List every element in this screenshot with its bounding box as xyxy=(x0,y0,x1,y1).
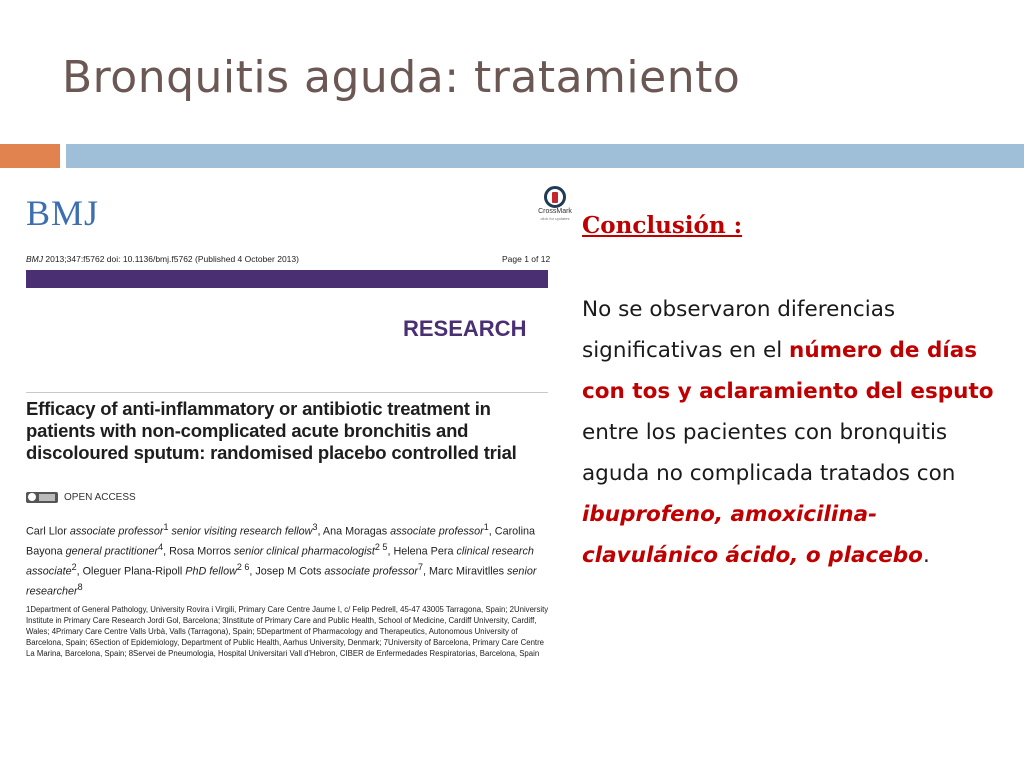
author-sup: 1 xyxy=(163,522,169,532)
author-name: Ana Moragas xyxy=(322,525,391,538)
author-name: Marc Miravitlles xyxy=(429,565,508,578)
paper-snapshot xyxy=(26,186,572,686)
author-role: associate professor xyxy=(324,565,419,578)
author-role: senior visiting research fellow xyxy=(171,525,313,538)
author-sep: , xyxy=(488,525,495,538)
slide-title: Bronquitis aguda: tratamiento xyxy=(62,52,741,103)
author-role: clinical research associate xyxy=(26,545,534,578)
divider xyxy=(26,392,548,393)
author-sep: , xyxy=(163,545,170,558)
author-name: Rosa Morros xyxy=(169,545,234,558)
bmj-logo: BMJ xyxy=(26,193,100,233)
citation-details: 2013;347:f5762 doi: 10.1136/bmj.f5762 (Published 4 October 2013) xyxy=(43,254,299,264)
author-role: senior researcher xyxy=(26,565,537,598)
author-sep: , xyxy=(423,565,430,578)
author-sup: 8 xyxy=(77,582,83,593)
creative-commons-icon xyxy=(26,492,58,503)
citation-line xyxy=(26,254,299,264)
author-sup: 2 xyxy=(71,562,77,573)
author-role: associate professor xyxy=(390,525,484,538)
author-sup: 4 xyxy=(158,542,164,553)
conclusion-text-1: No se observaron diferencias significativas en el xyxy=(582,297,896,363)
accent-band-blue xyxy=(66,144,1024,168)
author-name: Carolina Bayona xyxy=(26,525,535,558)
author-sup: 1 xyxy=(483,522,489,532)
author-name: Helena Pera xyxy=(393,545,457,558)
open-access-row xyxy=(26,492,136,503)
accent-band-orange xyxy=(0,144,60,168)
affiliations: 1Department of General Pathology, University Rovira i Virgili, Primary Care Centre Jaume I, c/ Felip Pedrell, 45-47 43005 Tarragona, Spain; 2University Institute in Primary Care Research Jordi Gol, Barcelona; 3Institute of Primary Care and Public Health, School of Medicine, Cardiff University, Cardiff, Wales; 4Primary Care Centre Valls Urbà, Valls (Tarragona), Spain; 5Department of Pharmacology and Therapeutics, Autonomous University of Barcelona, Spain; 6Section of Epidemiology, Department of Public Health, Aarhus University, Denmark; 7University of Barcelona, Primary Care Centre La Marina, Barcelona, Spain; 8Servei de Pneumologia, Hospital Universitari Vall d'Hebron, CIBER de Enfermedades Respiratorias, Barcelona, Spain xyxy=(26,605,549,658)
author-name: Carl Llor xyxy=(26,525,70,538)
author-sup: 2 6 xyxy=(236,562,250,573)
crossmark-badge xyxy=(537,186,573,221)
author-role: senior clinical pharmacologist xyxy=(233,545,375,558)
conclusion-heading: Conclusión : xyxy=(582,212,743,239)
author-sup: 2 5 xyxy=(374,542,388,553)
author-sup: 7 xyxy=(418,562,424,573)
highlight-treatments: ibuprofeno, amoxicilina-clavulánico ácido, o placebo xyxy=(582,502,923,568)
crossmark-sub: click for updates xyxy=(540,216,570,221)
author-name: Josep M Cots xyxy=(255,565,325,578)
author-sup: 3 xyxy=(312,522,318,532)
author-sep: , xyxy=(249,565,256,578)
open-access-label: OPEN ACCESS xyxy=(64,492,136,503)
conclusion-panel xyxy=(582,212,1002,576)
author-name: Oleguer Plana-Ripoll xyxy=(82,565,186,578)
page-number: Page 1 of 12 xyxy=(502,254,551,264)
crossmark-label: CrossMark xyxy=(538,208,572,215)
header-bar xyxy=(26,270,548,288)
conclusion-text xyxy=(582,289,1002,576)
paper-title: Efficacy of anti-inflammatory or antibiotic treatment in patients with non-complicated acute bronchitis and discoloured sputum: randomised placebo controlled trial xyxy=(26,398,517,463)
author-role: general practitioner xyxy=(65,545,159,558)
author-sep: , xyxy=(387,545,394,558)
author-sep: , xyxy=(317,525,323,538)
conclusion-text-2: entre los pacientes con bronquitis aguda no complicada tratados con xyxy=(582,420,956,486)
author-role: associate professor xyxy=(69,525,164,538)
highlight-outcomes: número de días con tos y aclaramiento del esputo xyxy=(582,338,994,404)
conclusion-text-3: . xyxy=(922,543,930,568)
citation-journal: BMJ xyxy=(26,254,43,264)
crossmark-icon xyxy=(544,186,566,208)
author-list xyxy=(26,520,550,600)
section-label: RESEARCH xyxy=(403,316,527,341)
author-role: PhD fellow xyxy=(185,565,237,578)
author-sep: , xyxy=(76,565,83,578)
